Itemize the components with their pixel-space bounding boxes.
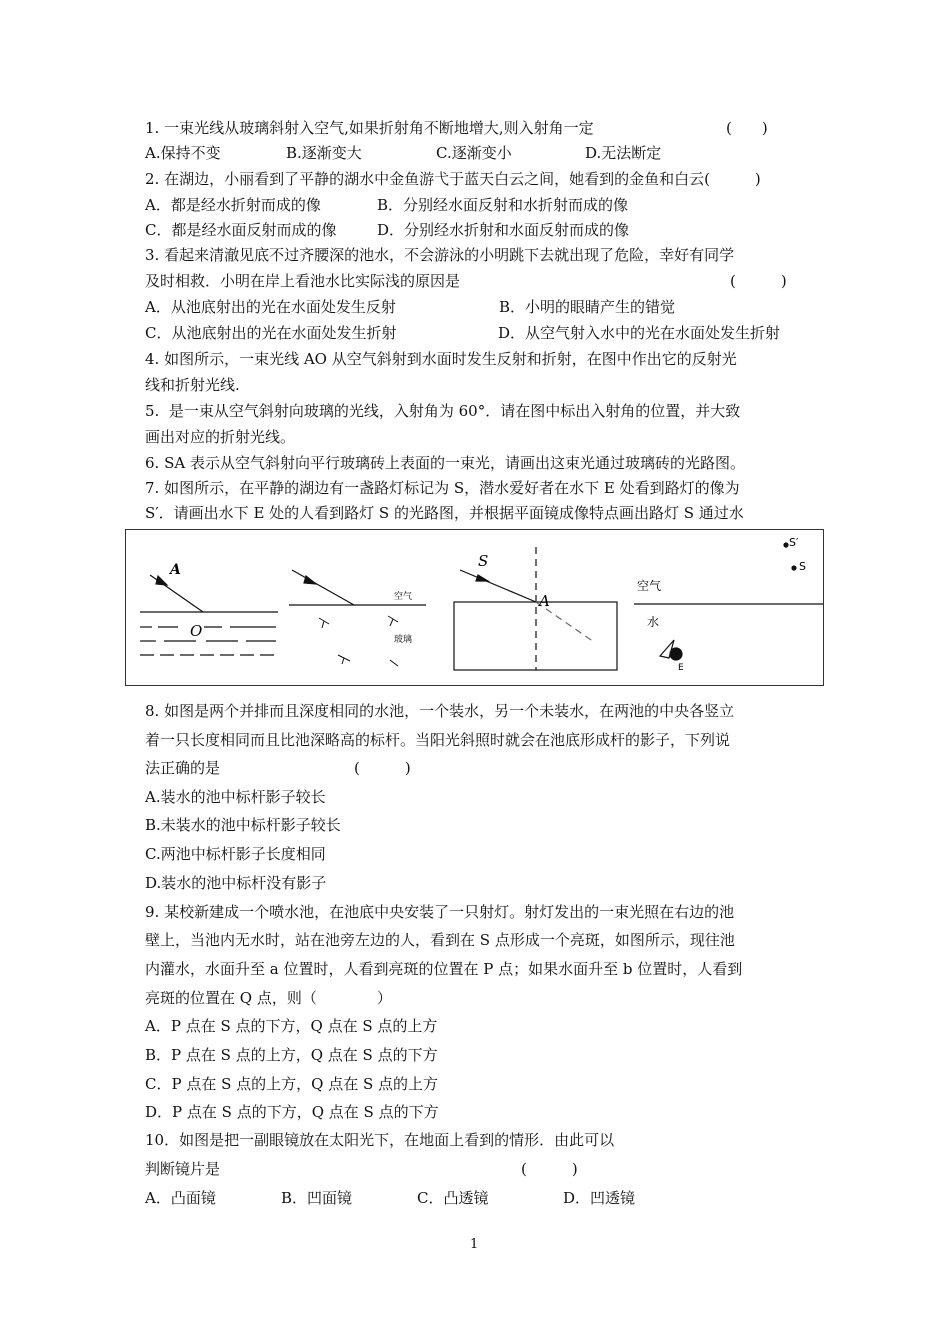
- q9-option-a: A．P 点在 S 点的下方，Q 点在 S 点的上方: [145, 1017, 438, 1035]
- q3-line-2: 及时相救．小明在岸上看池水比实际浅的原因是: [145, 272, 461, 290]
- q3-line-1: 3. 看起来清澈见底不过齐腰深的池水，不会游泳的小明跳下去就出现了危险，幸好有同学: [145, 246, 735, 264]
- optics-figures: [126, 530, 825, 687]
- q10-option-a: A．凸面镜: [145, 1189, 216, 1207]
- q10-answer-paren: ( ): [521, 1160, 578, 1178]
- q1-option-c: C.逐渐变小: [436, 144, 512, 162]
- q2-option-a: A．都是经水折射而成的像: [145, 196, 321, 214]
- q3-option-a: A．从池底射出的光在水面处发生反射: [145, 298, 396, 316]
- q10-option-d: D．凹透镜: [563, 1189, 636, 1207]
- q4-label-a: A: [170, 562, 181, 578]
- q7-label-s: S: [799, 560, 806, 573]
- q4-line-1: 4. 如图所示，一束光线 AO 从空气斜射到水面时发生反射和折射，在图中作出它的反射光: [145, 350, 737, 368]
- q8-line-2: 着一只长度相同而且比池深略高的标杆。当阳光斜照时就会在池底形成杆的影子，下列说: [145, 731, 731, 749]
- q7-line-2: S′．请画出水下 E 处的人看到路灯 S 的光路图，并根据平面镜成像特点画出路灯 S 通过水: [145, 504, 744, 522]
- q4-arrow-icon: [156, 576, 167, 585]
- q10-option-c: C．凸透镜: [417, 1189, 489, 1207]
- q9-option-b: B．P 点在 S 点的上方，Q 点在 S 点的下方: [145, 1046, 438, 1064]
- q7-diver-head-icon: [670, 648, 682, 660]
- figure-panel: [125, 529, 824, 686]
- q7-point-s-icon: [792, 566, 796, 570]
- q10-line-2: 判断镜片是: [145, 1160, 221, 1178]
- q7-line-1: 7. 如图所示，在平静的湖边有一盏路灯标记为 S，潜水爱好者在水下 E 处看到路灯的像为: [145, 479, 740, 497]
- q2-option-b: B．分别经水面反射和水折射而成的像: [377, 196, 629, 214]
- q5-incident-ray: [292, 570, 354, 605]
- q2-stem: 2. 在湖边，小丽看到了平静的湖水中金鱼游弋于蓝天白云之间，她看到的金鱼和白云( ): [145, 170, 761, 188]
- q9-line-3: 内灌水，水面升至 a 位置时，人看到亮斑的位置在 P 点；如果水面升至 b 位置时，人看到: [145, 960, 743, 978]
- q3-answer-paren: ( ): [730, 272, 787, 290]
- q8-option-b: B.未装水的池中标杆影子较长: [145, 816, 341, 834]
- q8-line-1: 8. 如图是两个并排而且深度相同的水池，一个装水，另一个未装水，在两池的中央各竖立: [145, 702, 735, 720]
- q5-line-2: 画出对应的折射光线。: [145, 428, 296, 446]
- q7-label-water: 水: [647, 615, 660, 629]
- q9-line-1: 9. 某校新建成一个喷水池，在池底中央安装了一只射灯。射灯发出的一束光照在右边的池: [145, 903, 735, 921]
- q10-line-1: 10．如图是把一副眼镜放在太阳光下，在地面上看到的情形．由此可以: [145, 1131, 615, 1149]
- q8-option-d: D.装水的池中标杆没有影子: [145, 874, 327, 892]
- q6-line-1: 6. SA 表示从空气斜射向平行玻璃砖上表面的一束光，请画出这束光通过玻璃砖的光路图。: [145, 454, 745, 472]
- q6-label-s: S: [478, 552, 489, 570]
- q7-label-air: 空气: [637, 579, 662, 593]
- q9-line-4: 亮斑的位置在 Q 点，则（ ）: [145, 989, 392, 1007]
- q1-option-d: D.无法断定: [585, 144, 662, 162]
- q5-arrow-icon: [304, 576, 316, 584]
- q9-option-c: C．P 点在 S 点的上方，Q 点在 S 点的上方: [145, 1075, 439, 1093]
- page-number: 1: [470, 1237, 479, 1252]
- q9-line-2: 壁上，当池内无水时，站在池旁左边的人，看到在 S 点形成一个亮斑，如图所示，现往池: [145, 931, 735, 949]
- q10-option-b: B．凹面镜: [281, 1189, 353, 1207]
- q6-incident-ray-sa: [460, 570, 536, 602]
- q5-line-1: 5. 是一束从空气斜射向玻璃的光线，入射角为 60°．请在图中标出入射角的位置，并大致: [145, 402, 741, 420]
- q3-option-b: B．小明的眼睛产生的错觉: [499, 298, 676, 316]
- q6-arrow-icon: [476, 575, 488, 581]
- figure-q7: [634, 543, 823, 660]
- q6-label-a: A: [539, 592, 550, 610]
- q3-option-d: D．从空气射入水中的光在水面处发生折射: [498, 324, 781, 342]
- q7-point-s-prime-icon: [784, 543, 788, 547]
- q4-label-o: O: [190, 622, 203, 640]
- q8-option-a: A.装水的池中标杆影子较长: [145, 788, 326, 806]
- q3-option-c: C．从池底射出的光在水面处发生折射: [145, 324, 397, 342]
- q5-label-glass: 玻璃: [394, 635, 413, 645]
- q2-option-c: C．都是经水面反射而成的像: [145, 221, 337, 239]
- q1-stem: 1. 一束光线从玻璃斜射入空气,如果折射角不断地增大,则入射角一定: [145, 119, 594, 137]
- q1-option-b: B.逐渐变大: [286, 144, 362, 162]
- figure-q5: [289, 570, 426, 666]
- q8-answer-paren: ( ): [354, 759, 411, 777]
- q7-label-s-prime: S′: [789, 536, 799, 549]
- q2-option-d: D．分别经水折射和水面反射而成的像: [377, 221, 630, 239]
- q8-line-3: 法正确的是: [145, 759, 221, 777]
- q8-option-c: C.两池中标杆影子长度相同: [145, 845, 326, 863]
- q1-option-a: A.保持不变: [145, 144, 221, 162]
- figure-q4: [140, 575, 278, 655]
- q4-line-2: 线和折射光线.: [145, 376, 240, 394]
- q9-option-d: D．P 点在 S 点的下方，Q 点在 S 点的下方: [145, 1103, 439, 1121]
- q7-label-e: E: [678, 663, 684, 673]
- q5-label-air: 空气: [394, 592, 413, 602]
- q1-answer-paren: ( ): [726, 119, 768, 137]
